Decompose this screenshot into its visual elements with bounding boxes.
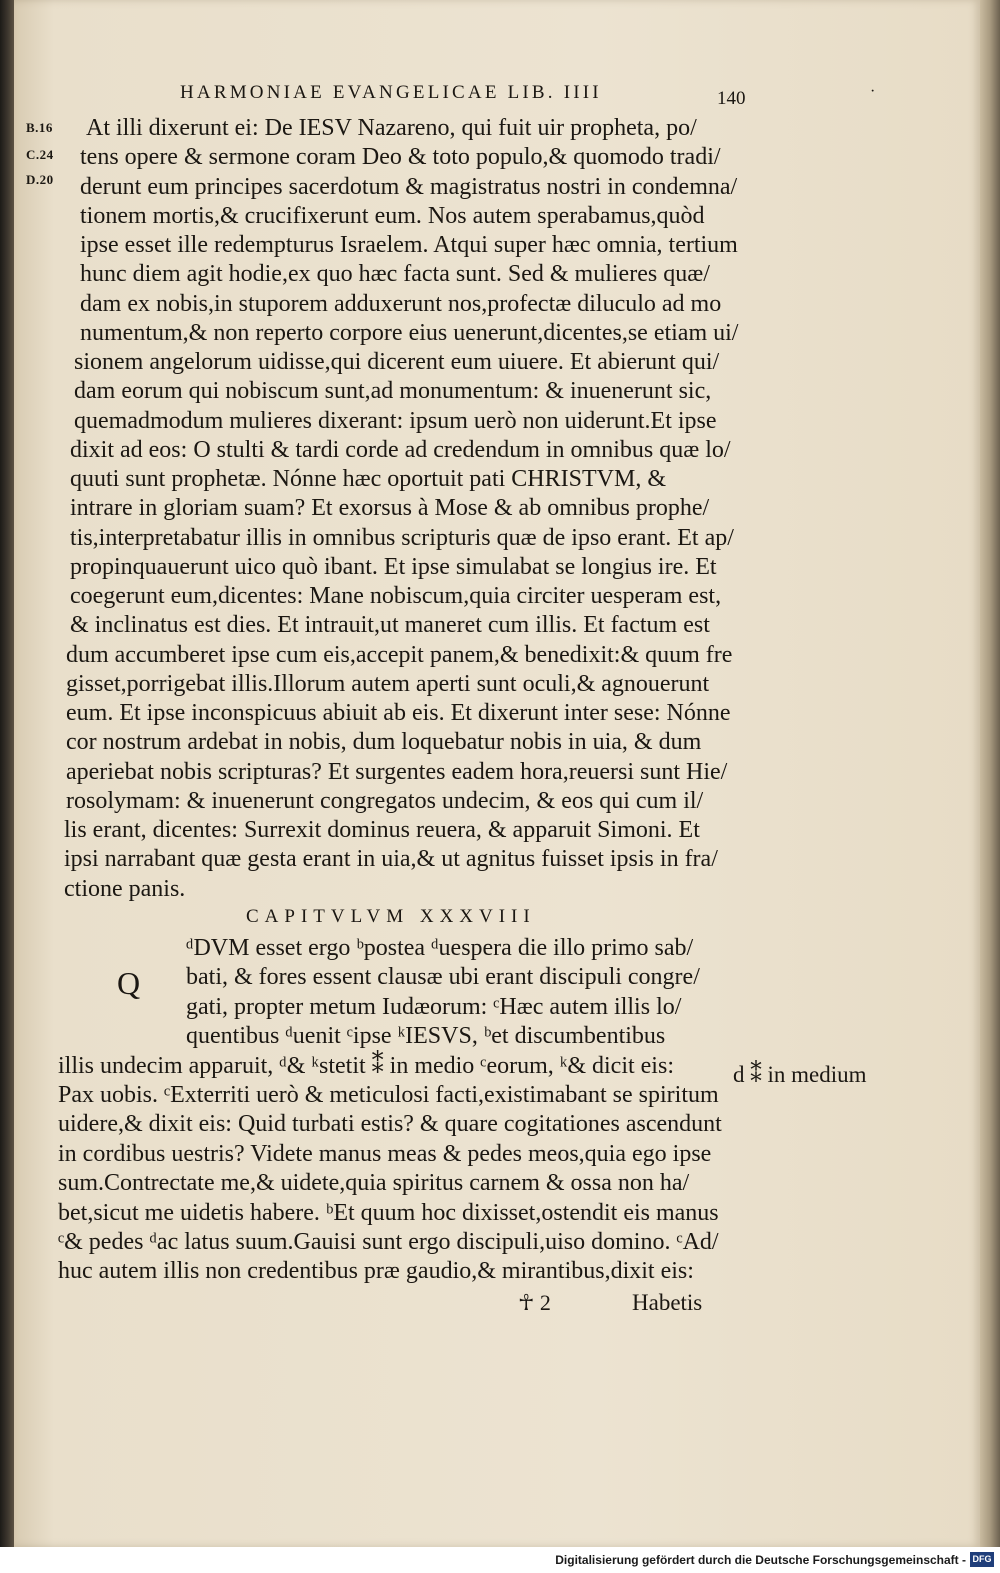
text-line: bet,sicut me uidetis habere. ᵇEt quum hoc dixisset,ostendit eis manus <box>58 1200 719 1226</box>
initial-letter-guide: Q <box>117 965 141 1001</box>
text-line: illis undecim apparuit, ᵈ& ᵏstetit ⁑ in medio ᶜeorum, ᵏ& dicit eis: <box>58 1053 674 1079</box>
catchword: Habetis <box>632 1290 703 1315</box>
text-line: intrare in gloriam suam? Et exorsus à Mose & ab omnibus prophe/ <box>70 495 710 521</box>
text-line: in cordibus uestris? Videte manus meas & pedes meos,quia ego ipse <box>58 1141 712 1167</box>
text-line: quuti sunt prophetæ. Nónne hæc oportuit pati CHRISTVM, & <box>70 466 666 492</box>
margin-reference: B.16 <box>26 120 53 135</box>
text-line: dam ex nobis,in stuporem adduxerunt nos,profectæ diluculo ad mo <box>80 291 722 317</box>
dfg-logo: DFG <box>970 1552 994 1567</box>
text-line: ᶜ& pedes ᵈac latus suum.Gauisi sunt ergo discipuli,uiso domino. ᶜAd/ <box>58 1229 719 1255</box>
chapter-heading: CAPITVLVM XXXVIII <box>246 906 536 927</box>
text-line: huc autem illis non credentibus præ gaudio,& mirantibus,dixit eis: <box>58 1258 694 1284</box>
text-line: dixit ad eos: O stulti & tardi corde ad credendum in omnibus quæ lo/ <box>70 437 731 463</box>
text-line: dum accumberet ipse cum eis,accepit panem,& benedixit:& quum fre <box>66 642 733 668</box>
text-line: tens opere & sermone coram Deo & toto populo,& quomodo tradi/ <box>80 144 721 170</box>
text-line: propinquauerunt uico quò ibant. Et ipse simulabat se longius ire. Et <box>70 554 717 580</box>
text-line: quemadmodum mulieres dixerant: ipsum uerò non uiderunt.Et ipse <box>74 408 717 434</box>
text-line: dam eorum qui nobiscum sunt,ad monumentum: & inuenerunt sic, <box>74 378 712 404</box>
book-fore-edge <box>980 0 1000 1547</box>
text-line: aperiebat nobis scripturas? Et surgentes eadem hora,reuersi sunt Hie/ <box>66 759 728 785</box>
text-line: bati, & fores essent clausæ ubi erant discipuli congre/ <box>186 964 700 990</box>
text-line: rosolymam: & inuenerunt congregatos undecim, & eos qui cum il/ <box>66 788 704 814</box>
text-line: coegerunt eum,dicentes: Mane nobiscum,quia circiter uesperam est, <box>70 583 722 609</box>
text-line: eum. Et ipse inconspicuus abiuit ab eis. Et dixerunt inter sese: Nónne <box>66 700 731 726</box>
text-line: lis erant, dicentes: Surrexit dominus reuera, & apparuit Simoni. Et <box>64 817 700 843</box>
book-gutter-edge <box>0 0 14 1547</box>
text-line: derunt eum principes sacerdotum & magistratus nostri in condemna/ <box>80 174 738 200</box>
text-line: gati, propter metum Iudæorum: ᶜHæc autem illis lo/ <box>186 994 682 1020</box>
text-line: Pax uobis. ᶜExterriti uerò & meticulosi facti,existimabant se spiritum <box>58 1082 719 1108</box>
margin-reference: C.24 <box>26 147 54 162</box>
text-line: quentibus ᵈuenit ᶜipse ᵏIESVS, ᵇet discumbentibus <box>186 1023 666 1049</box>
signature-mark: ☥ 2 <box>518 1290 551 1315</box>
text-line: hunc diem agit hodie,ex quo hæc facta sunt. Sed & mulieres quæ/ <box>80 261 710 287</box>
margin-reference: D.20 <box>26 172 54 187</box>
running-head: HARMONIAE EVANGELICAE LIB. IIII <box>180 82 602 103</box>
text-line: numentum,& non reperto corpore eius uenerunt,dicentes,se etiam ui/ <box>80 320 739 346</box>
funding-credit: Digitalisierung gefördert durch die Deutsche Forschungsgemeinschaft - <box>555 1553 966 1567</box>
text-line: tis,interpretabatur illis in omnibus scripturis quæ de ipso erant. Et ap/ <box>70 525 734 551</box>
text-line: sionem angelorum uidisse,qui dicerent eum uiuere. Et abierunt qui/ <box>74 349 720 375</box>
text-line: & inclinatus est dies. Et intrauit,ut maneret cum illis. Et factum est <box>70 612 710 638</box>
text-line: ᵈDVM esset ergo ᵇpostea ᵈuespera die illo primo sab/ <box>186 935 694 961</box>
text-line: cor nostrum ardebat in nobis, dum loquebatur nobis in uia, & dum <box>66 729 702 755</box>
folio-number: 140 <box>717 88 746 109</box>
text-line: ipse esset ille redempturus Israelem. Atqui super hæc omnia, tertium <box>80 232 738 258</box>
text-line: tionem mortis,& crucifixerunt eum. Nos autem sperabamus,quòd <box>80 203 705 229</box>
margin-note: d ⁑ in medium <box>733 1062 867 1087</box>
text-line: ipsi narrabant quæ gesta erant in uia,& ut agnitus fuisset ipsis in fra/ <box>64 846 718 872</box>
text-line: gisset,porrigebat illis.Illorum autem aperti sunt oculi,& agnouerunt <box>66 671 710 697</box>
ink-speck: · <box>870 83 876 100</box>
text-line: ctione panis. <box>64 876 186 902</box>
text-line: At illi dixerunt ei: De IESV Nazareno, qui fuit uir propheta, po/ <box>86 115 697 141</box>
text-line: sum.Contrectate me,& uidete,quia spiritus carnem & ossa non ha/ <box>58 1170 690 1196</box>
text-line: uidere,& dixit eis: Quid turbati estis? & quare cogitationes ascendunt <box>58 1111 722 1137</box>
